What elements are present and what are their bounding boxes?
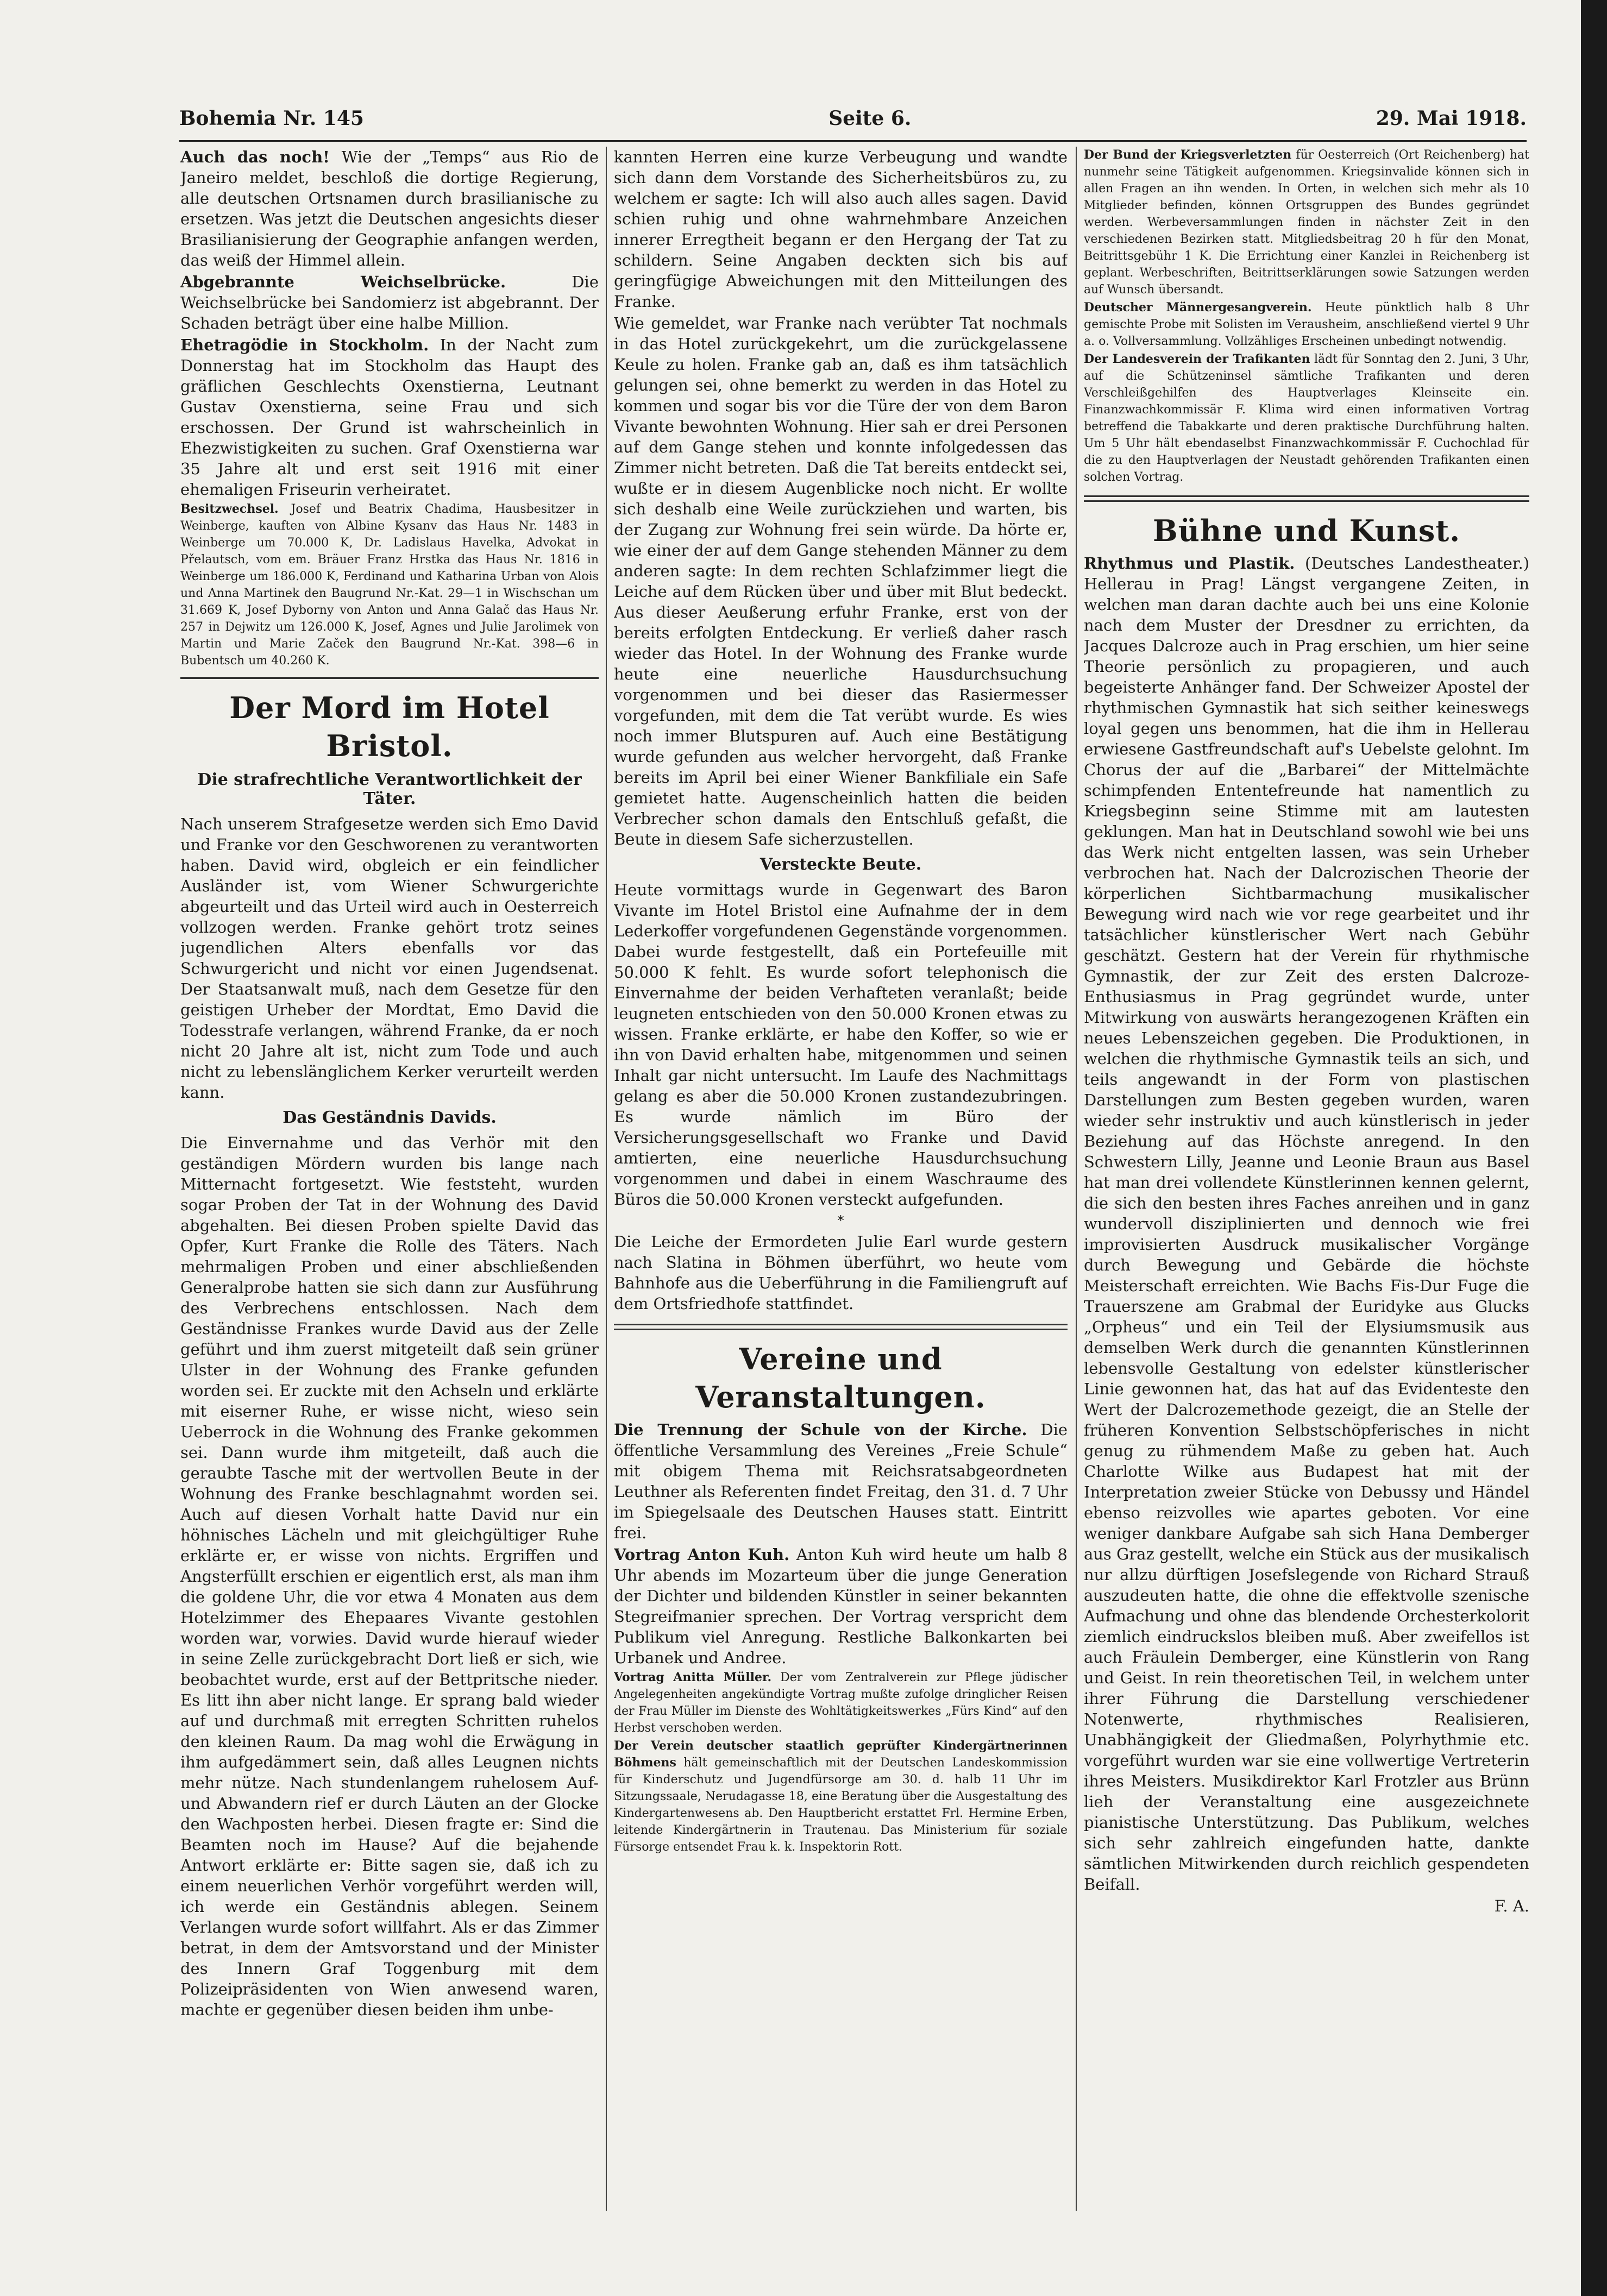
article-continuation: kannten Herren eine kurze Verbeugung und wandte sich dann dem Vorstande des Sicherheitsbüros zu, zu welchem er sagte: Ich will also auch alles sagen. David schien ruhig und ohne wahrnehmbare Anzeichen innerer Erregtheit begann er den Hergang der Tat zu schildern. Seine Angaben deckten sich bis auf geringfügige Abweichungen mit den Mitteilungen des Franke. — [614, 148, 1068, 311]
column-1 — [180, 147, 599, 2216]
article-keule: Wie gemeldet, war Franke nach verübter Tat nochmals in das Hotel zurückgekehrt, um die zurückgelassene Keule zu holen. Franke gab an, daß es ihm tatsächlich gelungen sei, ohne bemerkt zu werden in das Hotel zu kommen und sogar bis vor die Türe der von dem Baron Vivante bewohnten Wohnung. Hier sah er drei Personen auf dem Gange stehen und konnte infolgedessen das Zimmer nicht betreten. Daß die Tat bereits entdeckt sei, wußte er in diesem Augenblicke noch nicht. Er wollte sich deshalb eine Weile zurückziehen und warten, bis der Zugang zur Wohnung frei sein würde. Da hörte er, wie einer der auf dem Gange stehenden Männer zu dem anderen sagte: In dem rechten Schlafzimmer liegt die Leiche auf dem Rücken über und über mit Blut bedeckt. Aus dieser Aeußerung erfuhr Franke, erst von der bereits erfolgten Entdeckung. Er verließ daher rasch wieder das Hotel. In der Wohnung des Franke wurde heute eine neuerliche Hausdurchsuchung vorgenommen und bei dieser das Rasiermesser vorgefunden, mit dem die Tat verübt wurde. Es wies noch immer Blutspuren auf. Auch eine Bestätigung wurde gefunden aus welcher hervorgeht, daß Franke bereits im April bei einer Wiener Bankfiliale ein Safe gemietet hatte. Augenscheinlich hatten die beiden Verbrecher schon damals den Entschluß gefaßt, die Beute in diesem Safe sicherzustellen. — [614, 314, 1068, 848]
section-rule — [180, 677, 599, 679]
article-schule-kirche: Die Trennung der Schule von der Kirche. Die öffentliche Versammlung des Vereines „Freie Schule“ mit obigem Thema mit Reichsratsabgeordneten Leuthner als Referenten findet Freitag, den 31. d. 7 Uhr im Spiegelsaale des Deutschen Hauses statt. Eintritt frei. — [614, 1420, 1068, 1542]
section-rule — [1084, 495, 1529, 502]
page-header — [179, 102, 1527, 135]
article-leiche: Die Leiche der Ermordeten Julie Earl wurde gestern nach Slatina in Böhmen überführt, wo heute vom Bahnhofe aus die Ueberführung in die Familiengruft auf dem Ortsfriedhofe stattfindet. — [614, 1232, 1068, 1313]
article-anitta-mueller: Vortrag Anitta Müller. Der vom Zentralverein zur Pflege jüdischer Angelegenheiten angekündigte Vortrag mußte zufolge dringlicher Reisen der Frau Müller im Dienste des Wohltätigkeitswerkes „Fürs Kind“ auf den Herbst verschoben werden. — [614, 1670, 1068, 1735]
article-rhythmus-plastik: Rhythmus und Plastik. (Deutsches Landestheater.) Hellerau in Prag! Längst vergangene Zeiten, in welchen man daran dachte auch bei uns eine Kolonie nach dem Muster der Dresdner zu errichten, da Jacques Dalcroze auch in Prag erschien, um hier seine Theorie persönlich zu propagieren, und auch begeisterte Anhänger fand. Der Schweizer Apostel der rhythmischen Gymnastik hat sich seither keineswegs loyal gegen uns benommen, hat die ihm in Hellerau erwiesene Gastfreundschaft auf's Uebelste gelohnt. Im Chorus der auf die „Barbarei“ der Mittelmächte schimpfenden Ententefreunde hat namentlich zu Kriegsbeginn seine Stimme mit am lautesten geklungen. Man hat in Deutschland sowohl wie bei uns das Werk nicht entgelten lassen, was sein Urheber verbrochen hat. Nach der Dalcrozischen Theorie der körperlichen Sichtbarmachung musikalischer Bewegung wird nach wie vor rege gearbeitet und ihr tatsächlicher künstlerischer Wert nach Gebühr geschätzt. Gestern hat der Verein für rhythmische Gymnastik, der zur Zeit des ersten Dalcroze-Enthusiasmus in Prag gegründet wurde, unter Mitwirkung von auswärts herangezogenen Kräften ein neues Lebenszeichen gegeben. Die Produktionen, in welchen die rhythmische Gymnastik teils an sich, und teils angewandt in der Form von plastischen Darstellungen zum Besten gegeben wurden, waren wieder sehr instruktiv und auch künstlerisch in jeder Beziehung auf das Höchste anregend. In den Schwestern Lilly, Jeanne und Leonie Braun aus Basel hat man drei vollendete Künstlerinnen kennen gelernt, die sich den besten ihres Faches anreihen und in ganz wundervoll disziplinierten und dennoch wie frei improvisierten Ausdruck musikalischer Vorgänge durch Bewegung und Gebärde die höchste Meisterschaft erreichten. Wie Bachs Fis-Dur Fuge die Trauerszene am Grabmal der Euridyke aus Glucks „Orpheus“ und ein Teil der Elysiumsmusik aus demselben Werk durch die genannten Künstlerinnen lebensvolle Gestaltung von edelster künstlerischer Linie gewonnen hat, das hat auf das Evidenteste den Wert der Dalcrozemethode gezeigt, die an Stelle der früheren Konvention Selbstschöpferisches in nicht genug zu rühmendem Maße zu geben hat. Auch Charlotte Wilke aus Budapest hat mit der Interpretation zweier Stücke von Debussy und Händel ebenso reizvolles wie apartes geboten. Vor eine weniger dankbare Aufgabe sah sich Hana Demberger aus Graz gestellt, welche ein Stück aus der musikalisch nur allzu dürftigen Josefslegende von Richard Strauß auszudeuten hatte, die ohne die effektvolle szenische Aufmachung und ohne das blendende Orchesterkolorit ziemlich eindruckslos bleiben muß. Aber zweifellos ist auch Fräulein Demberger, eine Künstlerin von Rang und Geist. In rein theoretischen Teil, in welchem unter ihrer Führung die Darstellung verschiedener Notenwerte, rhythmisches Realisieren, Unabhängigkeit der Gliedmaßen, Polyrhythmie etc. vorgeführt wurden war sie eine vollwertige Vertreterin ihres Meisters. Musikdirektor Karl Frotzler aus Brünn lieh der Veranstaltung eine ausgezeichnete pianistische Unterstützung. Das Publikum, welches sich sehr zahlreich eingefunden hatte, dankte sämtlichen Mitwirkenden durch reichlich gespendeten Beifall. — [1084, 554, 1529, 1894]
subhead-gestaendnis: Das Geständnis Davids. — [283, 1108, 497, 1127]
article-ehetragoedie: Ehetragödie in Stockholm. In der Nacht zum Donnerstag hat im Stockholm das Haupt des gräflichen Geschlechts Oxenstierna, Leutnant Gustav Oxenstierna, seine Frau und sich erschossen. Der Grund ist wahrscheinlich in Ehezwistigkeiten zu suchen. Graf Oxenstierna war 35 Jahre alt und erst seit 1916 mit einer ehemaligen Friseurin verheiratet. — [180, 336, 599, 499]
column-2 — [614, 147, 1068, 2216]
article-signature: F. A. — [1494, 1897, 1529, 1915]
subhead-versteckte-beute: Versteckte Beute. — [759, 855, 922, 874]
article-maennergesangverein: Deutscher Männergesangverein. Heute pünktlich halb 8 Uhr gemischte Probe mit Solisten im Verausheim, anschließend viertel 9 Uhr a. o. Vollversammlung. Vollzähliges Erscheinen unbedingt notwendig. — [1084, 300, 1529, 348]
article-kindergaertnerinnen: Der Verein deutscher staatlich geprüfter Kindergärtnerinnen Böhmens hält gemeinschaftlich mit der Deutschen Landeskommission für Kinderschutz und Jugendfürsorge am 30. d. halb 11 Uhr im Sitzungssaale, Nerudagasse 18, eine Beratung über die Ausgestaltung des Kindergartenwesens ab. Den Hauptbericht erstattet Frl. Hermine Erben, leitende Kindergärtnerin in Trautenau. Das Ministerium für soziale Fürsorge entsendet Frau k. k. Inspektorin Rott. — [614, 1739, 1068, 1854]
article-strafgesetz: Nach unserem Strafgesetze werden sich Emo David und Franke vor den Geschworenen zu verantworten haben. David wird, obgleich er ein feindlicher Ausländer ist, vom Wiener Schwurgerichte abgeurteilt und das Urteil wird auch in Oesterreich vollzogen werden. Franke gehört trotz seines jugendlichen Alters ebenfalls vor das Schwurgericht und nicht vor einen Jugendsenat. Der Staatsanwalt muß, nach dem Gesetze für den geistigen Urheber der Mordtat, Emo David die Todesstrafe verlangen, während Franke, da er noch nicht 20 Jahre alt ist, nicht zum Tode und auch nicht zu lebenslänglichem Kerker verurteilt werden kann. — [180, 815, 599, 1102]
column-3 — [1084, 147, 1529, 2216]
article-kriegsverletzte: Der Bund der Kriegsverletzten für Oesterreich (Ort Reichenberg) hat nunmehr seine Tätigkeit aufgenommen. Kriegsinvalide können sich in allen Fragen an ihn wenden. In Orten, in welchen sich mehr als 10 Mitglieder befinden, können Ortsgruppen des Bundes gegründet werden. Werbeversammlungen finden in nächster Zeit in den verschiedenen Bezirken statt. Mitgliedsbeitrag 20 h für den Monat, Beitrittsgebühr 1 K. Die Errichtung einer Kanzlei in Reichenberg ist geplant. Werbeschriften, Beitrittserklärungen sowie Satzungen werden auf Wunsch übersandt. — [1084, 148, 1529, 297]
article-weichselbruecke: Abgebrannte Weichselbrücke. Die Weichselbrücke bei Sandomierz ist abgebrannt. Der Schaden beträgt über eine halbe Million. — [180, 273, 599, 332]
subhead-verantwortlichkeit: Die strafrechtliche Verantwortlichkeit der Täter. — [197, 770, 582, 808]
article-auch-das-noch: Auch das noch! Wie der „Temps“ aus Rio de Janeiro meldet, beschloß die dortige Regierung, alle deutschen Ortsnamen durch brasilianische zu ersetzen. Was jetzt die Deutschen angesichts dieser Brasilianisierung der Geographie anfangen werden, das weiß der Himmel allein. — [180, 148, 599, 269]
article-anton-kuh: Vortrag Anton Kuh. Anton Kuh wird heute um halb 8 Uhr abends im Mozarteum über die junge Generation der Dichter und bildenden Künstler in seiner bekannten Stegreifmanier sprechen. Der Vortrag verspricht dem Publikum viel Anregung. Restliche Balkonkarten bei Urbanek und Andree. — [614, 1545, 1068, 1667]
column-rule — [1076, 147, 1077, 2211]
headline-buehne-kunst: Bühne und Kunst. — [1152, 513, 1461, 548]
header-issue: Bohemia Nr. 145 — [179, 107, 364, 130]
column-rule — [606, 147, 607, 2211]
article-beute: Heute vormittags wurde in Gegenwart des Baron Vivante im Hotel Bristol eine Aufnahme der in dem Lederkoffer vorgefundenen Gegenstände vorgenommen. Dabei wurde festgestellt, daß ein Portefeuille mit 50.000 K fehlt. Es wurde sofort telephonisch die Einvernahme der beiden Verhafteten veranlaßt; beide leugneten entschieden von den 50.000 Kronen etwas zu wissen. Franke erklärte, er habe den Koffer, so wie er ihn von David erhalten habe, mitgenommen und seinen Inhalt gar nicht untersucht. Im Laufe des Nachmittags gelang es aber die 50.000 Kronen zustandezubringen. Es wurde nämlich im Büro der Versicherungsgesellschaft wo Franke und David amtierten, eine neuerliche Hausdurchsuchung vorgenommen und dabei in einem Waschraume des Büros die 50.000 Kronen versteckt aufgefunden. — [614, 880, 1068, 1209]
article-besitzwechsel: Besitzwechsel. Josef und Beatrix Chadima, Hausbesitzer in Weinberge, kauften von Albine Kysanv das Haus Nr. 1483 in Weinberge um 70.000 K, Dr. Ladislaus Havelka, Advokat in Přelautsch, vom em. Bräuer Franz Hrstka das Haus Nr. 1816 in Weinberge um 186.000 K, Ferdinand und Katharina Urban von Alois und Anna Martinek den Baugrund Nr.-Kat. 29—1 in Wischschan um 31.669 K, Josef Dyborny von Anton und Anna Galač das Haus Nr. 257 in Dejwitz um 126.000 K, Josef, Agnes und Julie Jarolimek von Martin und Marie Začek den Baugrund Nr.-Kat. 398—6 in Bubentsch um 40.260 K. — [180, 502, 599, 668]
headline-vereine: Vereine und Veranstaltungen. — [695, 1342, 986, 1414]
header-rule — [179, 140, 1527, 142]
header-page: Seite 6. — [828, 107, 912, 130]
section-rule — [614, 1324, 1068, 1330]
separator-star: * — [837, 1213, 844, 1228]
header-date: 29. Mai 1918. — [1376, 107, 1527, 130]
article-gestaendnis: Die Einvernahme und das Verhör mit den geständigen Mördern wurden bis lange nach Mitternacht fortgesetzt. Wie feststeht, wurden sogar Proben der Tat in der Wohnung des David abgehalten. Bei diesen Proben spielte David das Opfer, Kurt Franke die Rolle des Täters. Nach mehrmaligen Proben und einer abschließenden Generalprobe hatten sie sich dann zur Ausführung des Verbrechens entschlossen. Nach dem Geständnisse Frankes wurde David aus der Zelle geführt und ihm zuerst mitgeteilt daß sein grüner Ulster in der Wohnung des Franke gefunden worden sei. Er zuckte mit den Achseln und erklärte mit eiserner Ruhe, er wisse nicht, wieso sein Ueberrock in die Wohnung des Franke gekommen sei. Dann wurde ihm mitgeteilt, daß auch die geraubte Tasche mit der wertvollen Beute in der Wohnung des Franke beschlagnahmt worden sei. Auch auf diesen Vorhalt hatte David nur ein höhnisches Lächeln und mit gleichgültiger Ruhe erklärte er, er wisse von nichts. Ergriffen und Angsterfüllt erschien er eigentlich erst, als man ihm die goldene Uhr, die vor etwa 4 Monaten aus dem Hotelzimmer des Ehepaares Vivante gestohlen worden war, vorwies. David wurde hierauf wieder in seine Zelle zurückgebracht Dort ließ er sich, wie beobachtet wurde, erst auf der Bettpritsche nieder. Es litt ihn aber nicht lange. Er sprang bald wieder auf und durchmaß mit erregten Schritten ruhelos den kleinen Raum. Da mag wohl die Erwägung in ihm aufgedämmert sein, daß alles Leugnen nichts mehr nütze. Nach stundenlangem ruhelosem Auf- und Abwandern rief er durch Läuten an der Glocke den Wachposten herbei. Diesen fragte er: Sind die Beamten noch im Hause? Auf die bejahende Antwort erklärte er: Bitte sagen sie, daß ich zu einem neuerlichen Verhör vorgeführt werden will, ich werde ein Geständnis ablegen. Seinem Verlangen wurde sofort willfahrt. Als er das Zimmer betrat, in dem der Amtsvorstand und der Minister des Innern Graf Toggenburg mit dem Polizeipräsidenten von Wien anwesend waren, machte er gegenüber diesen beiden ihm unbe- — [180, 1134, 599, 2019]
headline-mord-hotel-bristol: Der Mord im Hotel Bristol. — [229, 690, 550, 763]
scan-edge — [1581, 0, 1607, 2296]
article-trafikanten: Der Landesverein der Trafikanten lädt für Sonntag den 2. Juni, 3 Uhr, auf die Schützeninsel sämtliche Trafikanten und deren Verschleißgehilfen des Hauptverlages Kleinseite ein. Finanzwachkommissär F. Klima wird einen informativen Vortrag betreffend die Tabakkarte und deren praktische Durchführung halten. Um 5 Uhr hält ebendaselbst Finanzwachkommissär F. Cuchochlad für die zu den Hauptverlagen der Neustadt gehörenden Trafikanten einen solchen Vortrag. — [1084, 352, 1529, 484]
